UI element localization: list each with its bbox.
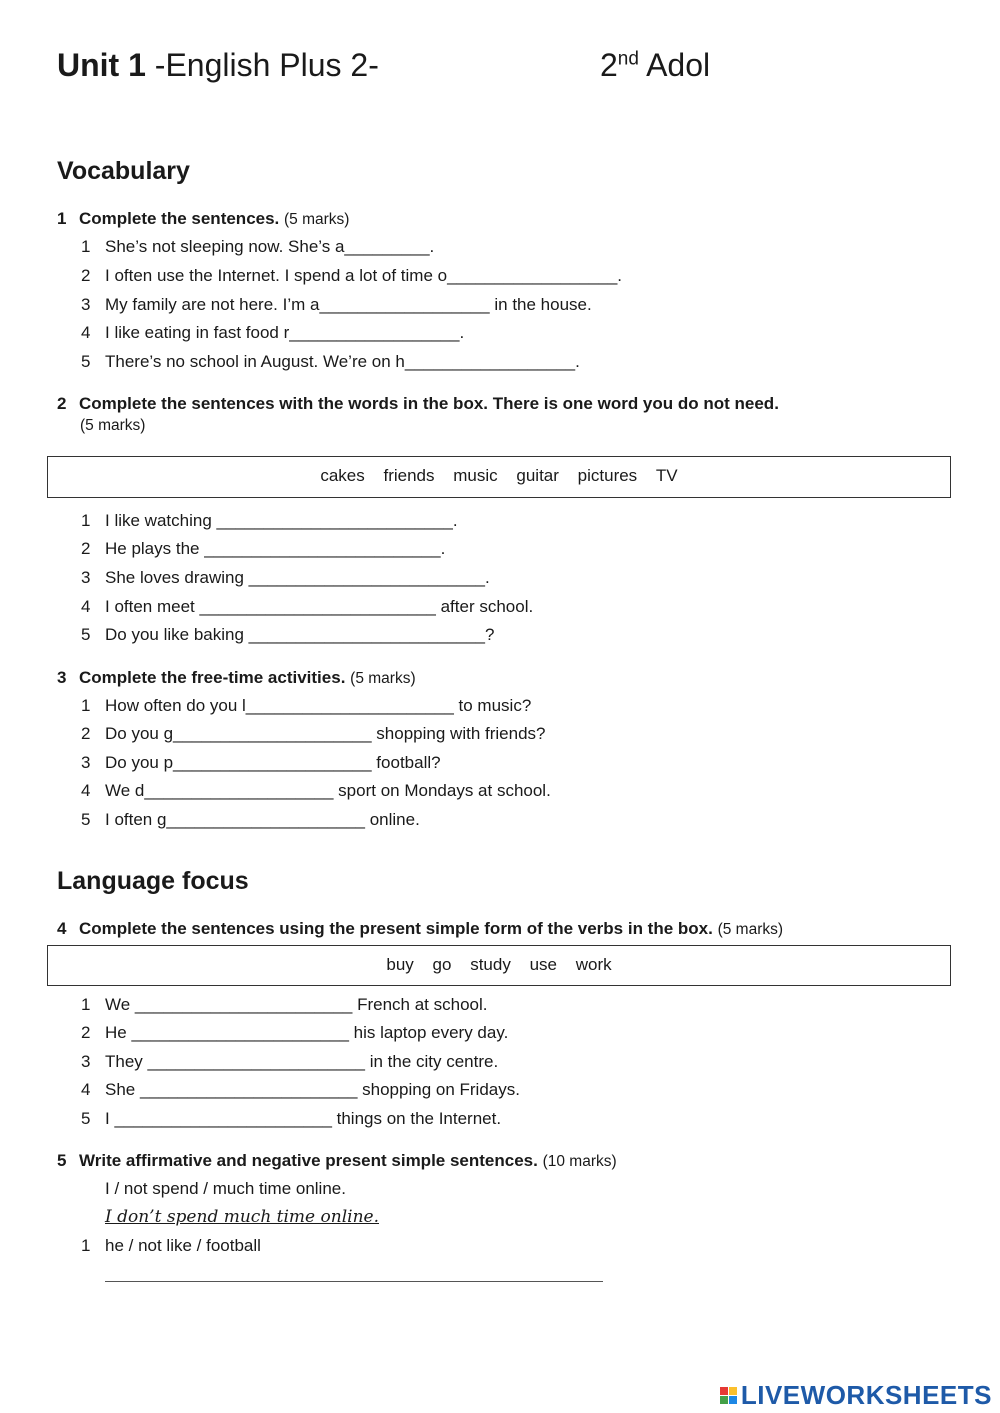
- word-box-item: study: [470, 955, 511, 974]
- word-box-exercise-4: [47, 945, 951, 986]
- word-box-exercise-2: [47, 456, 951, 498]
- word-box-item: pictures: [577, 466, 638, 485]
- word-box-item: cakes: [320, 466, 365, 485]
- word-box-item: TV: [655, 466, 678, 485]
- word-box-item: go: [432, 955, 452, 974]
- word-box-item: buy: [386, 955, 414, 974]
- worksheet-title: Unit 1 -English Plus 2-: [57, 47, 379, 83]
- exercise-4-instruction: 4 Complete the sentences using the present simple form of the verbs in the box. (5 marks): [57, 919, 784, 938]
- example-answer: I don’t spend much time online.: [105, 1207, 379, 1227]
- word-box-item: friends: [383, 466, 435, 485]
- grade-label: 2nd Adol: [600, 47, 711, 83]
- logo-mark-icon: [720, 1387, 737, 1404]
- exercise-3-instruction: 3 Complete the free-time activities. (5 marks): [57, 668, 416, 687]
- brand-name: LIVEWORKSHEETS: [740, 1380, 992, 1410]
- word-box-item: work: [575, 955, 612, 974]
- word-box-item: use: [529, 955, 557, 974]
- liveworksheets-logo: [720, 1380, 992, 1411]
- exercise-2-instruction: 2 Complete the sentences with the words in the box. There is one word you do not need.: [57, 394, 779, 413]
- section-heading-language-focus: Language focus: [57, 867, 249, 895]
- example-prompt: I / not spend / much time online.: [105, 1179, 346, 1198]
- word-box-item: music: [453, 466, 498, 485]
- word-box-item: guitar: [516, 466, 559, 485]
- exercise-5-instruction: 5 Write affirmative and negative present simple sentences. (10 marks): [57, 1151, 617, 1170]
- exercise-2-marks: (5 marks): [80, 417, 146, 434]
- exercise-1-instruction: 1 Complete the sentences. (5 marks): [57, 209, 350, 228]
- answer-line[interactable]: [105, 1281, 603, 1282]
- section-heading-vocabulary: Vocabulary: [57, 157, 190, 185]
